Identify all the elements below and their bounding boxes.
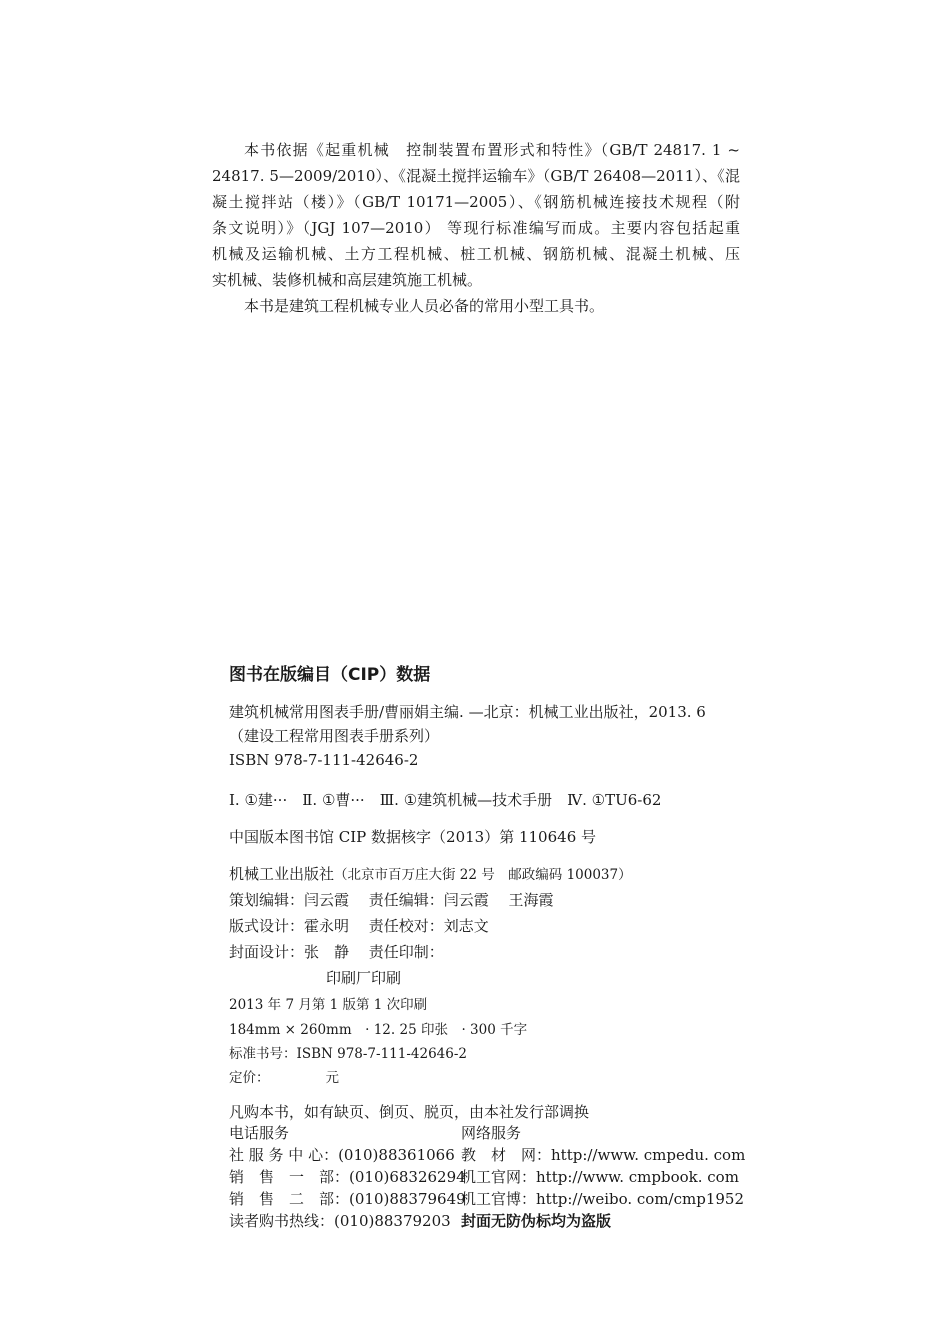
intro-line: 机械及运输机械、土方工程机械、桩工机械、钢筋机械、混凝土机械、压: [212, 245, 740, 263]
intro-second-paragraph: 本书是建筑工程机械专业人员必备的常用小型工具书。: [244, 297, 605, 315]
phone-service-header: 电话服务: [229, 1124, 290, 1142]
web-service-header: 网络服务: [461, 1124, 522, 1142]
cover-print-line: 封面设计：张 静 责任印制：: [229, 943, 444, 961]
price-label: 定价：: [229, 1070, 270, 1086]
cip-isbn-line: ISBN 978-7-111-42646-2: [229, 751, 419, 769]
format-line: 184mm × 260mm · 12. 25 印张 · 300 千字: [229, 1022, 528, 1038]
web-official-site: 机工官网：http://www. cmpbook. com: [461, 1168, 739, 1186]
intro-line: 本书依据《起重机械 控制装置布置形式和特性》（GB/T 24817. 1 ~: [244, 141, 740, 159]
web-textbook-site: 教 材 网：http://www. cmpedu. com: [461, 1146, 746, 1164]
cip-title-line: 建筑机械常用图表手册/曹丽娟主编. —北京：机械工业出版社，2013. 6: [229, 703, 706, 721]
publisher-address: （北京市百万庄大街 22 号 邮政编码 100037）: [334, 867, 632, 883]
phone-reader-hotline: 读者购书热线：(010)88379203: [229, 1212, 451, 1230]
intro-line: 条文说明）》（JGJ 107—2010） 等现行标准编写而成。主要内容包括起重: [212, 219, 740, 237]
intro-line: 凝土搅拌站（楼）》（GB/T 10171—2005）、《钢筋机械连接技术规程（附: [212, 193, 740, 211]
phone-service-center: 社 服 务 中 心：(010)88361066: [229, 1146, 455, 1164]
edition-line: 2013 年 7 月第 1 版第 1 次印刷: [229, 997, 428, 1013]
anti-piracy-notice: 封面无防伪标均为盗版: [461, 1212, 612, 1230]
publisher-line: [229, 863, 632, 884]
design-proof-line: 版式设计：霍永明 责任校对：刘志文: [229, 917, 489, 935]
price-unit: 元: [325, 1070, 339, 1086]
cip-series-line: （建设工程常用图表手册系列）: [229, 727, 440, 745]
cip-classification: Ⅰ. ①建··· Ⅱ. ①曹··· Ⅲ. ①建筑机械—技术手册 Ⅳ. ①TU6-62: [229, 791, 662, 809]
planning-editor-line: 策划编辑：闫云霞 责任编辑：闫云霞 王海霞: [229, 891, 554, 909]
phone-sales-dept-1: 销 售 一 部：(010)68326294: [229, 1168, 466, 1186]
standard-number-line: 标准书号：ISBN 978-7-111-42646-2: [229, 1046, 468, 1062]
web-official-weibo: 机工官博：http://weibo. com/cmp1952: [461, 1190, 745, 1208]
intro-paragraph: [212, 137, 740, 319]
intro-line: 实机械、装修机械和高层建筑施工机械。: [212, 271, 483, 289]
replacement-notice: 凡购本书，如有缺页、倒页、脱页，由本社发行部调换: [229, 1103, 590, 1121]
printer-line: 印刷厂印刷: [326, 969, 402, 987]
publisher-name: 机械工业出版社: [229, 865, 335, 883]
cip-heading: 图书在版编目（CIP）数据: [229, 665, 431, 685]
phone-sales-dept-2: 销 售 二 部：(010)88379649: [229, 1190, 466, 1208]
price-line: [229, 1066, 339, 1086]
cip-library-line: 中国版本图书馆 CIP 数据核字（2013）第 110646 号: [229, 828, 597, 846]
intro-line: 24817. 5—2009/2010）、《混凝土搅拌运输车》（GB/T 26408—2011）、《混: [212, 167, 740, 185]
